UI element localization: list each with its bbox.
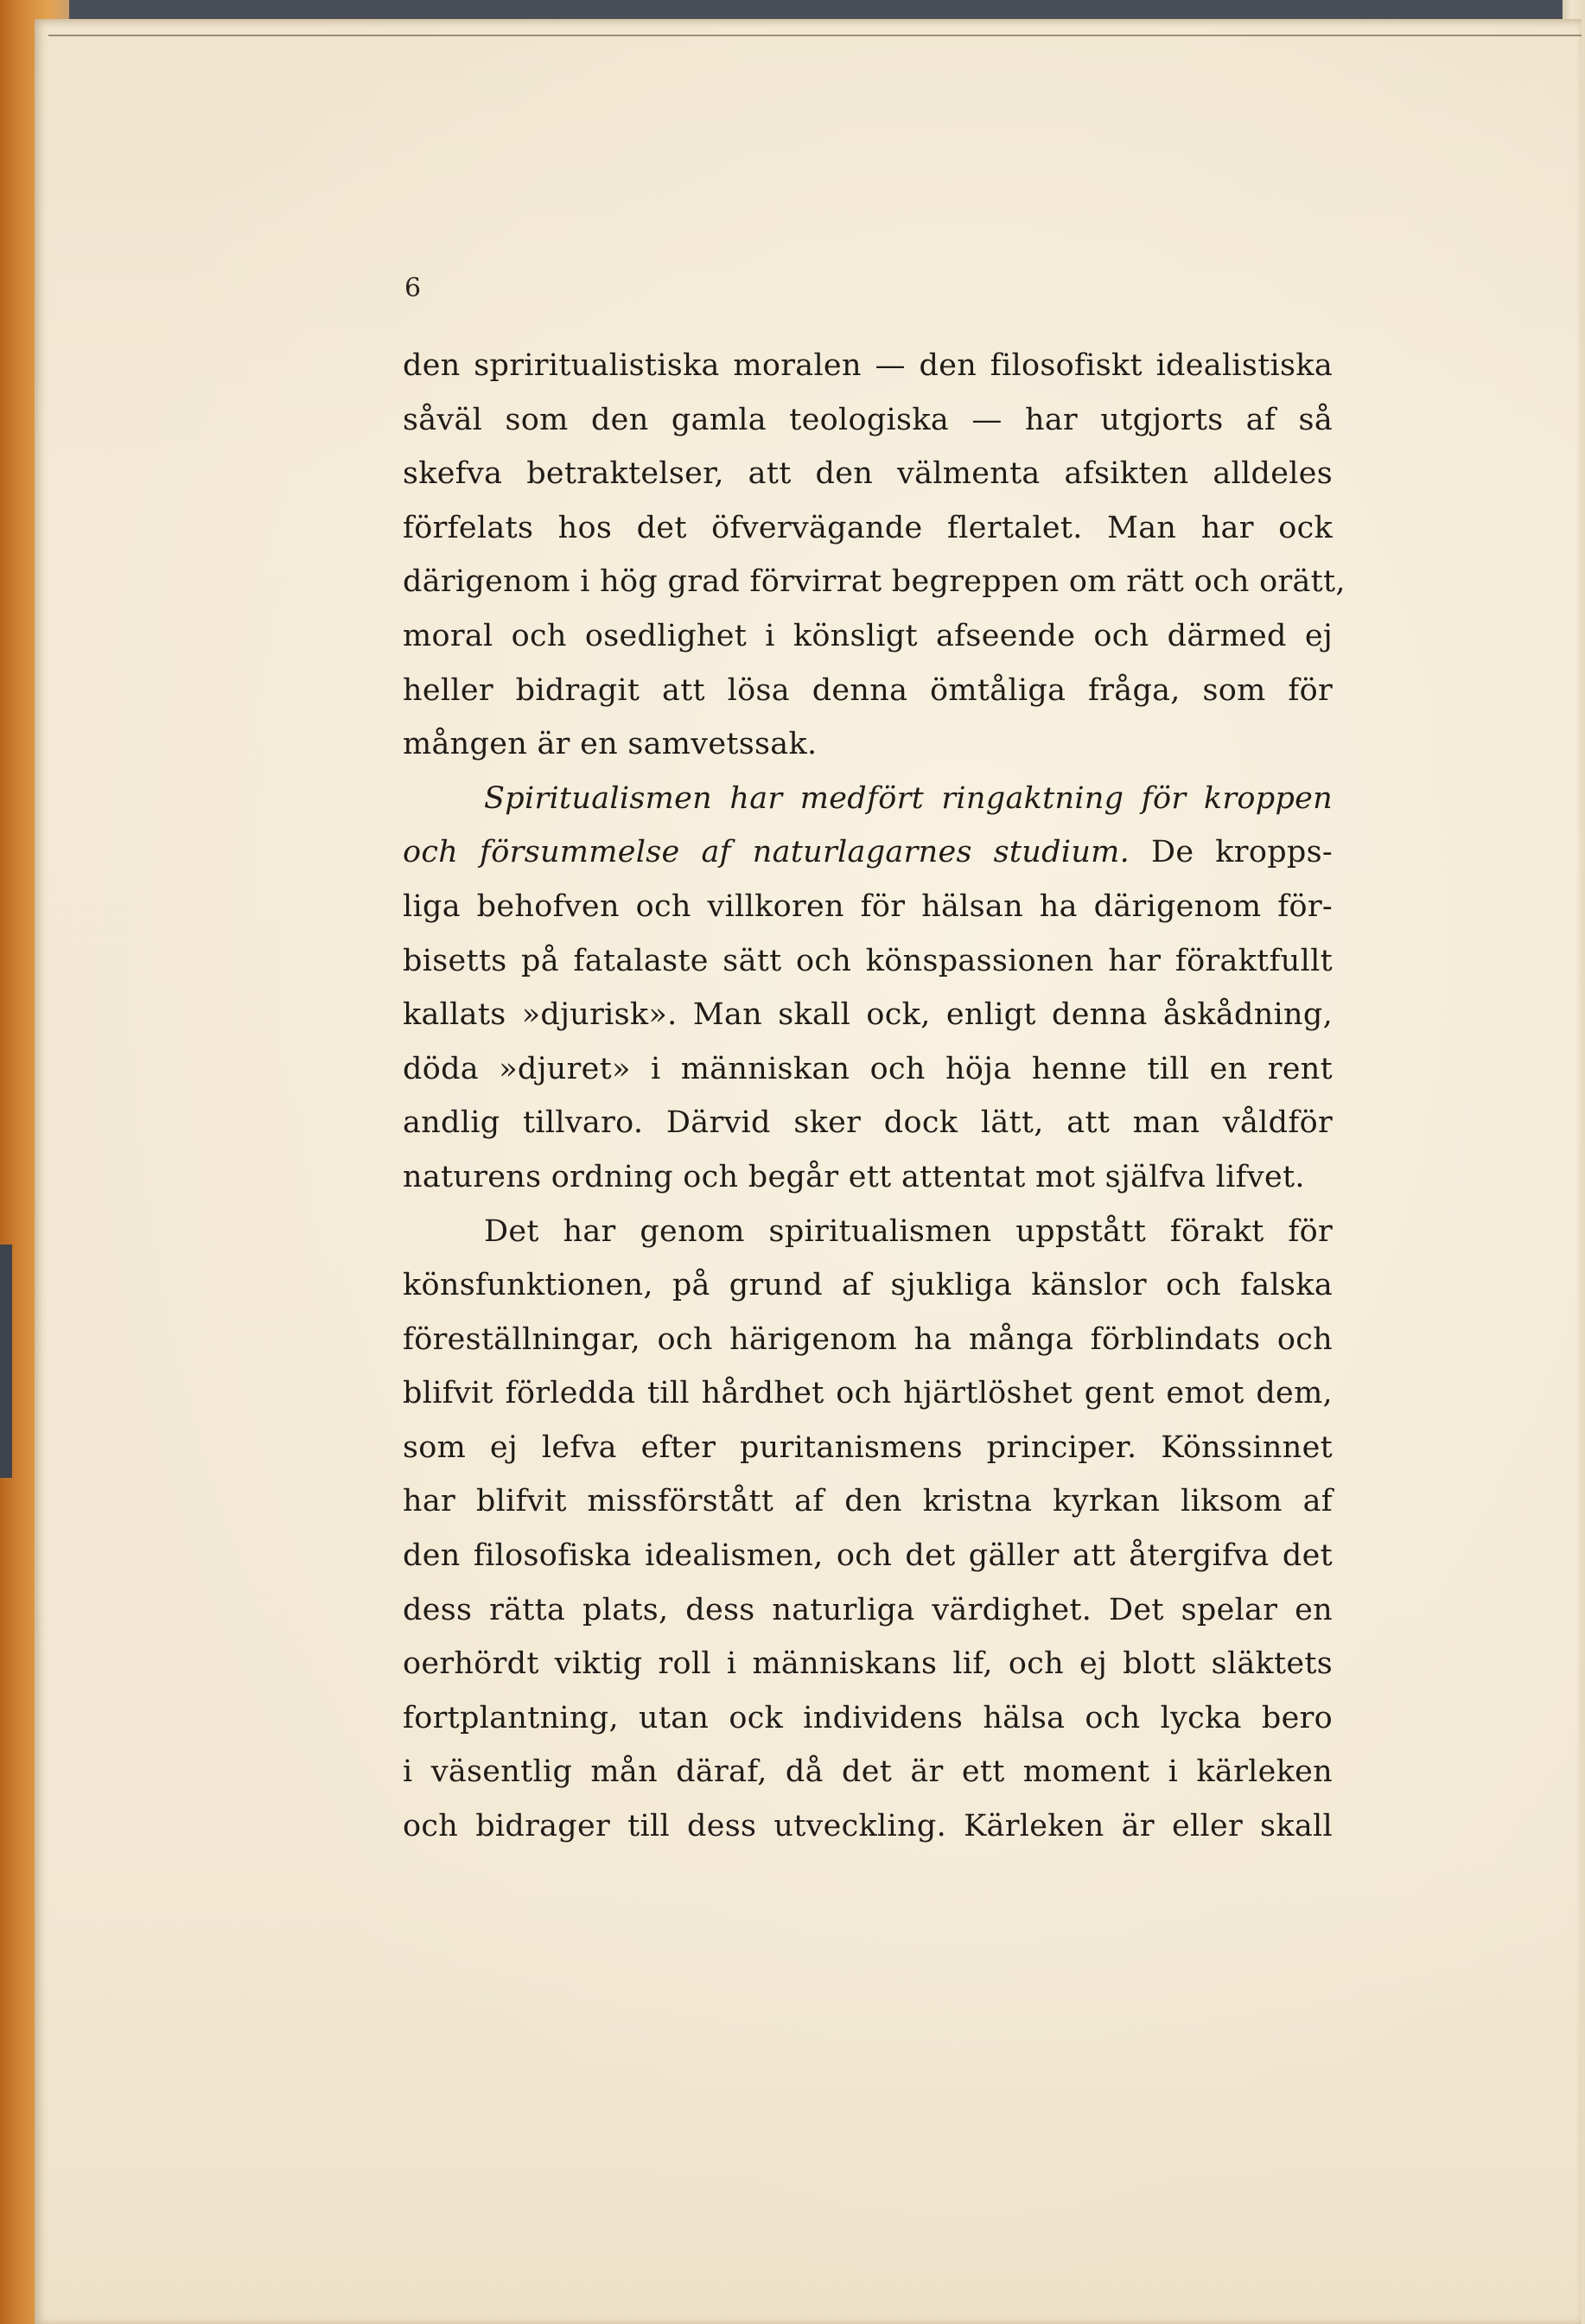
text-run: kallats »djurisk». Man skall ock, enligt denna åskådning, — [403, 997, 1333, 1033]
text-run: blifvit förledda till hårdhet och hjärtlöshet gent emot dem, — [403, 1376, 1333, 1411]
text-line — [403, 1583, 1333, 1638]
text-line — [403, 717, 1333, 772]
text-line — [403, 501, 1333, 556]
text-run: förfelats hos det öfvervägande flertalet. Man har ock — [403, 510, 1333, 545]
text-run: föreställningar, och härigenom ha många förblindats och — [403, 1321, 1333, 1357]
text-run: skefva betraktelser, att den välmenta afsikten alldeles — [403, 456, 1333, 492]
text-run: De kropps- — [1130, 835, 1333, 870]
italic-text-run: och försummelse af naturlagarnes studium. — [403, 835, 1130, 870]
text-line — [403, 1637, 1333, 1691]
text-run: andlig tillvaro. Därvid sker dock lätt, att man våldför — [403, 1105, 1333, 1141]
text-line — [403, 1096, 1333, 1150]
text-line — [403, 880, 1333, 934]
text-run: heller bidragit att lösa denna ömtåliga fråga, som för — [403, 672, 1333, 708]
text-run: Det har genom spiritualismen uppstått förakt för — [484, 1213, 1333, 1249]
text-run: i väsentlig mån däraf, då det är ett moment i kärleken — [403, 1754, 1333, 1790]
text-line — [403, 1529, 1333, 1583]
text-line — [403, 339, 1333, 393]
text-run: naturens ordning och begår ett attentat mot själfva lifvet. — [403, 1159, 1305, 1194]
text-run: som ej lefva efter puritanismens principer. Könssinnet — [403, 1429, 1333, 1465]
italic-text-run: Spiritualismen har medfört ringaktning för kroppen — [484, 780, 1333, 816]
text-line — [403, 555, 1346, 609]
torn-cover-gap — [0, 1245, 12, 1478]
text-line — [403, 988, 1333, 1042]
text-line — [403, 1258, 1333, 1313]
text-line — [403, 1745, 1333, 1799]
text-run: och bidrager till dess utveckling. Kärleken är eller skall — [403, 1809, 1333, 1844]
text-line — [403, 1691, 1333, 1746]
text-line — [403, 1150, 1333, 1205]
text-line — [403, 609, 1333, 664]
text-line — [403, 772, 1333, 826]
text-line — [403, 825, 1333, 880]
text-run: döda »djuret» i människan och höja henne till en rent — [403, 1051, 1333, 1086]
text-line — [403, 1474, 1333, 1529]
text-line — [403, 447, 1333, 501]
text-run: därigenom i hög grad förvirrat begreppen om rätt och orätt, — [403, 564, 1346, 600]
text-run: moral och osedlighet i könsligt afseende och därmed ej — [403, 618, 1333, 653]
text-run: har blifvit missförstått af den kristna kyrkan liksom af — [403, 1484, 1333, 1519]
text-line — [403, 1205, 1333, 1259]
text-line — [403, 934, 1333, 989]
text-line — [403, 1799, 1333, 1854]
text-run: dess rätta plats, dess naturliga värdighet. Det spelar en — [403, 1592, 1333, 1627]
text-run: fortplantning, utan ock individens hälsa och lycka bero — [403, 1700, 1333, 1735]
text-line — [403, 393, 1333, 448]
body-text — [403, 339, 1346, 1854]
page-number: 6 — [404, 273, 422, 303]
text-run: den spriritualistiska moralen — den filosofiskt idealistiska — [403, 348, 1333, 383]
text-line — [403, 1042, 1333, 1097]
text-run: mången är en samvetssak. — [403, 727, 818, 762]
text-run: den filosofiska idealismen, och det gäller att återgifva det — [403, 1538, 1333, 1574]
text-line — [403, 664, 1333, 718]
page-top-edge — [48, 19, 1582, 36]
text-line — [403, 1313, 1333, 1367]
text-run: bisetts på fatalaste sätt och könspassionen har föraktfullt — [403, 943, 1333, 978]
text-line — [403, 1421, 1333, 1475]
text-run: könsfunktionen, på grund af sjukliga känslor och falska — [403, 1268, 1333, 1303]
text-run: liga behofven och villkoren för hälsan ha därigenom för- — [403, 888, 1333, 924]
text-run: oerhördt viktig roll i människans lif, och ej blott släktets — [403, 1646, 1333, 1682]
text-run: såväl som den gamla teologiska — har utgjorts af så — [403, 402, 1333, 437]
text-line — [403, 1366, 1333, 1421]
